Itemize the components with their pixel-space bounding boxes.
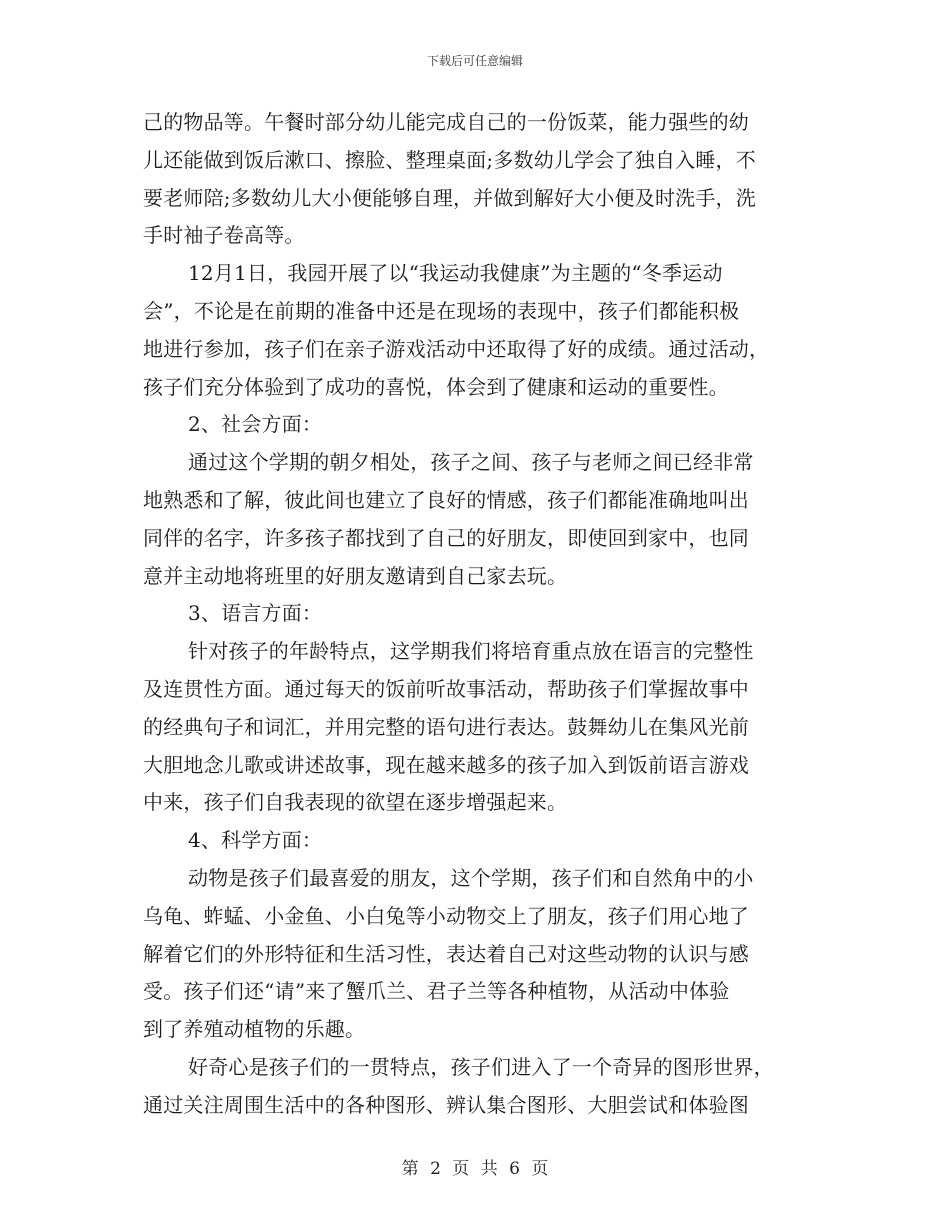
- text-line: 及连贯性方面。通过每天的饭前听故事活动，帮助孩子们掌握故事中: [143, 676, 749, 701]
- text-line: 针对孩子的年龄特点，这学期我们将培育重点放在语言的完整性: [188, 639, 754, 664]
- text-line: 要老师陪;多数幼儿大小便能够自理，并做到解好大小便及时洗手，洗: [143, 185, 756, 210]
- text-line: 中来，孩子们自我表现的欲望在逐步增强起来。: [143, 790, 568, 815]
- text-line: 地熟悉和了解，彼此间也建立了良好的情感，孩子们都能准确地叫出: [143, 487, 749, 512]
- text-line: 手时袖子卷高等。: [143, 223, 305, 248]
- text-line: 儿还能做到饭后漱口、擦脸、整理桌面;多数幼儿学会了独自入睡，不: [143, 147, 756, 172]
- text-line: 己的物品等。午餐时部分幼儿能完成自己的一份饭菜，能力强些的幼: [143, 110, 749, 134]
- text-line: 会”，不论是在前期的准备中还是在现场的表现中，孩子们都能积极: [143, 298, 740, 323]
- text-line: 同伴的名字，许多孩子都找到了自己的好朋友，即使回到家中，也同: [143, 525, 749, 550]
- text-line: 意并主动地将班里的好朋友邀请到自己家去玩。: [143, 563, 568, 588]
- text-line: 大胆地念儿歌或讲述故事，现在越来越多的孩子加入到饭前语言游戏: [143, 752, 749, 777]
- text-line: 动物是孩子们最喜爱的朋友，这个学期，孩子们和自然角中的小: [188, 865, 754, 890]
- text-line: 地进行参加，孩子们在亲子游戏活动中还取得了好的成绩。通过活动，: [143, 336, 770, 361]
- page-footer: 第 2 页 共 6 页: [401, 1159, 549, 1179]
- text-line: 3、语言方面：: [188, 601, 323, 626]
- text-line: 通过关注周围生活中的各种图形、辨认集合图形、大胆尝试和体验图: [143, 1092, 749, 1117]
- text-line: 受。孩子们还“请”来了蟹爪兰、君子兰等各种植物，从活动中体验: [143, 979, 730, 1004]
- text-line: 4、科学方面：: [188, 828, 323, 853]
- text-line: 通过这个学期的朝夕相处，孩子之间、孩子与老师之间已经非常: [188, 450, 754, 475]
- page-header: 下载后可任意编辑: [426, 54, 523, 68]
- text-line: 到了养殖动植物的乐趣。: [143, 1017, 366, 1042]
- text-line: 孩子们充分体验到了成功的喜悦，体会到了健康和运动的重要性。: [143, 374, 729, 399]
- document-body: [143, 104, 805, 1125]
- text-line: 乌龟、蚱蜢、小金鱼、小白兔等小动物交上了朋友，孩子们用心地了: [143, 903, 749, 928]
- text-line: 的经典句子和词汇，并用完整的语句进行表达。鼓舞幼儿在集风光前: [143, 714, 749, 739]
- text-line: 2、社会方面：: [188, 412, 323, 437]
- text-line: 12月1日，我园开展了以“我运动我健康”为主题的“冬季运动: [188, 261, 723, 286]
- text-line: 好奇心是孩子们的一贯特点，孩子们进入了一个奇异的图形世界，: [188, 1054, 774, 1079]
- text-line: 解着它们的外形特征和生活习性，表达着自己对这些动物的认识与感: [143, 941, 749, 966]
